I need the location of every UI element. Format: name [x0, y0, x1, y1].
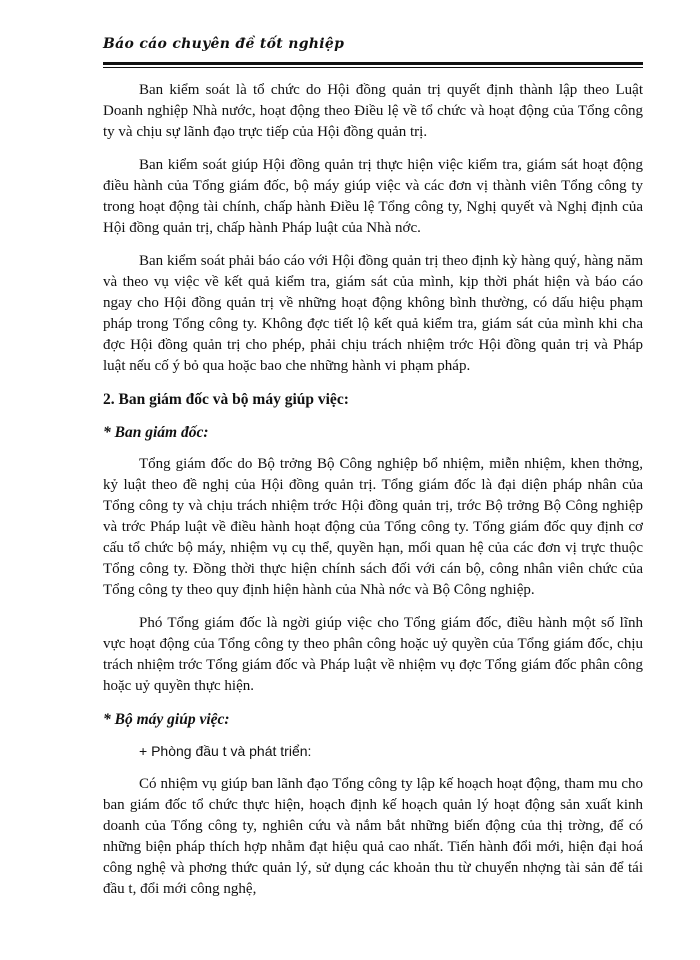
section-heading-2: 2. Ban giám đốc và bộ máy giúp việc:	[103, 391, 349, 408]
header-rule-thick	[103, 62, 643, 65]
paragraph-5: Phó Tổng giám đốc là ngời giúp việc cho Tổng giám đốc, điều hành một số lĩnh vực hoạt động của Tổng công ty theo phân công hoặc uỷ quyền của Tổng giám đốc, chịu trách nhiệm trớc Tổng giám đốc và Pháp luật về nhiệm vụ đợc Tổng giám đốc phân công hoặc uỷ quyền thực hiện.	[103, 615, 643, 694]
document-body	[103, 80, 643, 912]
header-title: Báo cáo chuyên đề tốt nghiệp	[103, 36, 345, 52]
list-item-phong-dau-tu: + Phòng đầu t và phát triển:	[139, 743, 312, 759]
paragraph-6: Có nhiệm vụ giúp ban lãnh đạo Tổng công ty lập kế hoạch hoạt động, tham mu cho ban giám đốc tổ chức thực hiện, hoạch định kế hoạch quản lý hoạt động sản xuất kinh doanh của Tổng công ty, nghiên cứu và nắm bắt những biến động của thị trờng, để có những biện pháp thích hợp nhằm đạt hiệu quả cao nhất. Tiến hành đổi mới, hiện đại hoá công nghệ và phơng thức quản lý, sử dụng các khoản thu từ chuyển nhợng tài sản để tái đầu t, đổi mới công nghệ,	[103, 776, 643, 897]
paragraph-4: Tổng giám đốc do Bộ trởng Bộ Công nghiệp bổ nhiệm, miễn nhiệm, khen thởng, kỷ luật theo đề nghị của Hội đồng quản trị. Tổng giám đốc là đại diện pháp nhân của Tổng công ty và chịu trách nhiệm trớc Hội đồng quản trị, trớc Bộ trởng Bộ Công nghiệp và trớc Pháp luật về điều hành hoạt động của Tổng công ty. Tổng giám đốc quy định cơ cấu tổ chức bộ máy, nhiệm vụ cụ thể, quyền hạn, mối quan hệ của các đơn vị trực thuộc Tổng công ty. Đồng thời thực hiện chính sách đối với cán bộ, công nhân viên chức của Tổng công ty theo quy định hiện hành của Nhà nớc và Bộ Công nghiệp.	[103, 456, 643, 598]
subheading-ban-giam-doc: * Ban giám đốc:	[103, 424, 209, 441]
header-rule-thin	[103, 67, 643, 68]
paragraph-1: Ban kiểm soát là tổ chức do Hội đồng quản trị quyết định thành lập theo Luật Doanh nghiệp Nhà nước, hoạt động theo Điều lệ về tổ chức và hoạt động của Tổng công ty và chịu sự lãnh đạo trực tiếp của Hội đồng quản trị.	[103, 82, 643, 140]
paragraph-3: Ban kiểm soát phải báo cáo với Hội đồng quản trị theo định kỳ hàng quý, hàng năm và theo vụ việc về kết quả kiểm tra, giám sát của mình, kịp thời phát hiện và báo cáo ngay cho Hội đồng quản trị về những hoạt động không bình thường, có dấu hiệu phạm pháp trong Tổng công ty. Không đợc tiết lộ kết quả kiểm tra, giám sát của mình khi cha đợc Hội đồng quản trị cho phép, phải chịu trách nhiệm trớc Hội đồng quản trị và Pháp luật nếu cố ý bỏ qua hoặc bao che những hành vi phạm pháp.	[103, 253, 643, 374]
page-header	[103, 34, 643, 54]
subheading-bo-may-giup-viec: * Bộ máy giúp việc:	[103, 711, 230, 728]
paragraph-2: Ban kiểm soát giúp Hội đồng quản trị thực hiện việc kiểm tra, giám sát hoạt động điều hành của Tổng giám đốc, bộ máy giúp việc và các đơn vị thành viên Tổng công ty trong hoạt động tài chính, chấp hành Điều lệ Tổng công ty, Nghị quyết và Nghị định của Hội đồng quản trị, chấp hành Pháp luật của Nhà nớc.	[103, 157, 643, 236]
